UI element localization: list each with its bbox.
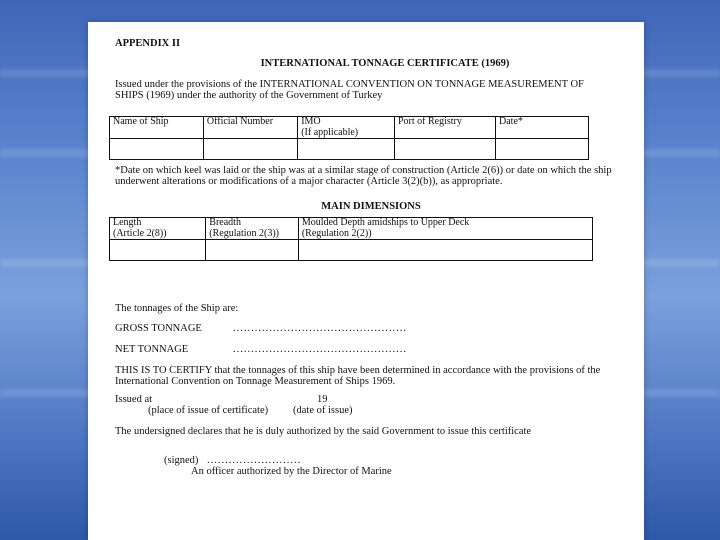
place-of-issue-label: (place of issue of certificate) bbox=[148, 405, 269, 416]
certificate-title: INTERNATIONAL TONNAGE CERTIFICATE (1969) bbox=[260, 58, 510, 69]
ship-details-table bbox=[109, 116, 589, 160]
certificate-document bbox=[113, 38, 615, 477]
cell-breadth bbox=[206, 240, 299, 261]
cell-imo bbox=[298, 139, 395, 160]
officer-label: An officer authorized by the Director of Marine bbox=[191, 466, 392, 477]
net-tonnage-label: NET TONNAGE bbox=[115, 344, 189, 355]
issued-year: 19 bbox=[317, 394, 328, 405]
header-name-of-ship: Name of Ship bbox=[110, 117, 204, 139]
tonnages-label: The tonnages of the Ship are: bbox=[115, 303, 239, 314]
certificate-page bbox=[88, 22, 644, 540]
ship-table-header-row bbox=[110, 117, 589, 139]
net-tonnage-line: ................................................ bbox=[233, 344, 407, 355]
header-length: Length (Article 2(8)) bbox=[110, 218, 206, 240]
intro-paragraph: Issued under the provisions of the INTERNATIONAL CONVENTION ON TONNAGE MEASUREMENT OF SHIPS (1969) under the authority of the Government of Turkey bbox=[115, 79, 584, 101]
declaration-text: The undersigned declares that he is duly authorized by the said Government to issue this certificate bbox=[115, 426, 532, 437]
cell-port-of-registry bbox=[394, 139, 495, 160]
appendix-label: APPENDIX II bbox=[115, 38, 181, 49]
date-footnote: *Date on which keel was laid or the ship was at a similar stage of construction (Article 2(6)) or date on which the ship underwent alterations or modifications of a major character (Article 3(2)(b)), as appropriate. bbox=[115, 165, 612, 187]
main-dimensions-heading: MAIN DIMENSIONS bbox=[321, 201, 421, 212]
header-official-number: Official Number bbox=[203, 117, 297, 139]
cell-name-of-ship bbox=[110, 139, 204, 160]
gross-tonnage-label: GROSS TONNAGE bbox=[115, 323, 202, 334]
date-of-issue-label: (date of issue) bbox=[293, 405, 353, 416]
header-imo: IMO (If applicable) bbox=[298, 117, 395, 139]
signed-label: (signed) bbox=[164, 455, 199, 466]
dimensions-header-row bbox=[110, 218, 593, 240]
cell-length bbox=[110, 240, 206, 261]
issued-at-label: Issued at bbox=[115, 394, 153, 405]
cell-moulded-depth bbox=[298, 240, 592, 261]
certify-paragraph: THIS IS TO CERTIFY that the tonnages of this ship have been determined in accordance with the provisions of the International Convention on Tonnage Measurement of Ships 1969. bbox=[115, 365, 601, 387]
cell-official-number bbox=[203, 139, 297, 160]
header-date: Date* bbox=[496, 117, 589, 139]
dimensions-blank-row bbox=[110, 240, 593, 261]
header-port-of-registry: Port of Registry bbox=[394, 117, 495, 139]
signature-line: .......................... bbox=[207, 455, 302, 466]
cell-date bbox=[496, 139, 589, 160]
header-breadth: Breadth (Regulation 2(3)) bbox=[206, 218, 299, 240]
header-moulded-depth: Moulded Depth amidships to Upper Deck (Regulation 2(2)) bbox=[298, 218, 592, 240]
ship-table-blank-row bbox=[110, 139, 589, 160]
main-dimensions-table bbox=[109, 217, 593, 261]
gross-tonnage-line: ................................................ bbox=[233, 323, 407, 334]
